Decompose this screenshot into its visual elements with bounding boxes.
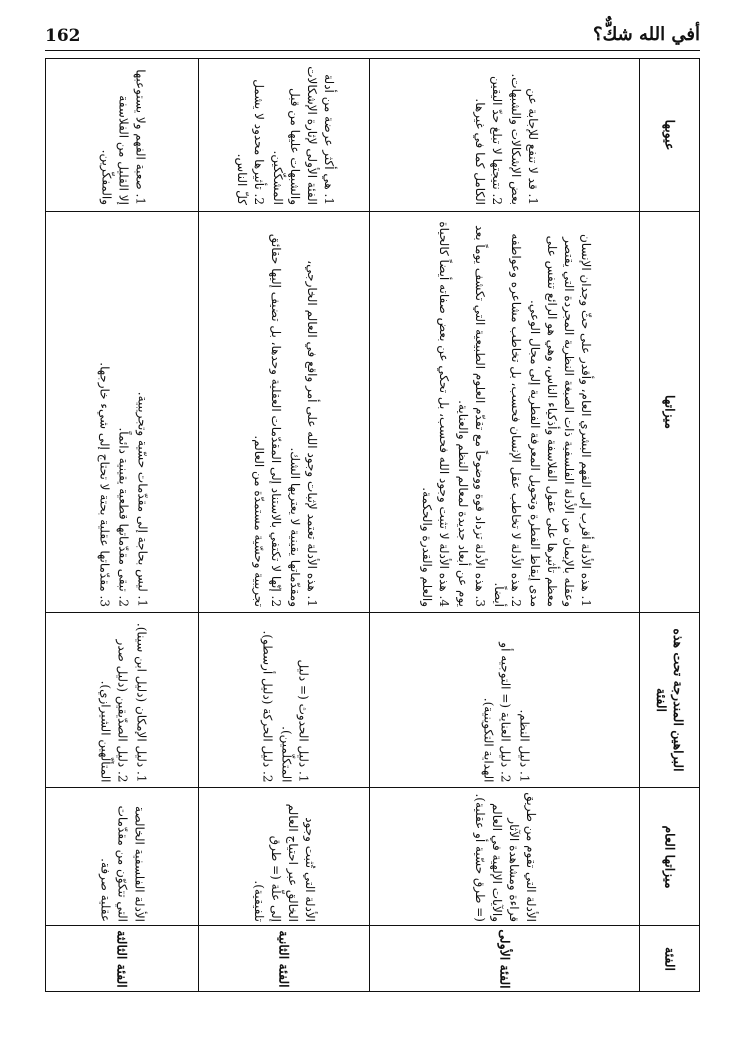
comparison-table xyxy=(45,58,700,992)
row1-advantages xyxy=(370,212,639,612)
row2-category: الفئة الثانية xyxy=(276,929,292,988)
advantage-item: 3. هذه الأدلة تزداد قوة ووضوحاً مع تقدّم العلوم الطبيعية التي تكشف يوماً بعد يوم عن أبعاد جديدة لمعالم النظم والعناية. xyxy=(455,225,487,607)
flaw-item: 1. هي أكثر عرضة من أدلة الفئة الأولى لإثارة الإشكالات والشبهات عليها من قبل المشكّكين. xyxy=(271,66,336,205)
header-rule xyxy=(45,50,700,51)
flaw-item: 2. نتيجتها لا تبلغ حدّ اليقين الكامل كما في غيرها. xyxy=(472,76,504,205)
advantage-item: 2. تبقى مقدّماتها قطعية يقينية دائماً. xyxy=(116,427,131,607)
proof-item: 2. دليل العناية (= التوجيه أو الهداية التكوينية). xyxy=(481,642,512,783)
header-proofs: البراهين المندرجة تحت هذه الفئة xyxy=(653,628,686,772)
row3-advantages xyxy=(46,212,198,612)
row1-proofs xyxy=(370,613,639,787)
proof-item: 2. دليل الصدّيقين (دليل صدر المتألّهين الشيرازي). xyxy=(98,639,130,783)
advantage-item: 1. هذه الأدلة أقرب إلى الفهم البشري العام، وأقدر على حثّ وجدان الإنسان وعقله بالإيمان من الأدلة الفلسفية ذات الصبغة النظرية المجردة التي يقتصر معظم تأثيرها على عقول الفلاسفة وأذكياء الناس، وهي هو الرائع تنفس على مدى إيقاظ الفطرة وتحويل المعرفة الفطرية إلى مجال الوعي. xyxy=(527,233,593,607)
running-title: أفي الله شكٌّ؟ xyxy=(592,24,700,45)
header-category: الفئة xyxy=(662,946,677,971)
proof-item: 1. دليل النظم. xyxy=(517,709,531,783)
advantage-item: 1. هذه الأدلة تعتمد لإثبات وجود الله على أمر واقع في العالم الخارجي، ومقدّماتها يقينية لا يعتريها الشك. xyxy=(288,260,319,607)
proof-item: 1. دليل الإمكان (دليل ابن سينا). xyxy=(134,622,149,783)
proof-item: 2. دليل الحركة (دليل أرسطو). xyxy=(260,630,275,783)
header-advantages: ميزاتها xyxy=(662,395,677,429)
page-number: 162 xyxy=(45,26,81,46)
header-flaws: عيوبها xyxy=(662,119,677,151)
flaw-item: 1. قد لا تنفع للإجابة عن بعض الإشكالات والشبهات. xyxy=(508,73,540,205)
row1-flaws xyxy=(370,59,639,211)
page-header xyxy=(45,18,700,48)
advantage-item: 4. هذه الأدلة لا تثبت وجود الله فحسب، بل تحكي عن بعض صفاته أيضاً كالحياة والعلم والقدرة والحكمة. xyxy=(419,221,451,607)
advantage-item: 3. مقدّماتها عقلية بحتة لا تحتاج إلى شيء خارجها. xyxy=(97,362,112,607)
flaw-item: 2. تأثيرها محدود لا يشمل كلّ الناس. xyxy=(235,79,266,205)
row2-flaws xyxy=(199,59,369,211)
row1-category: الفئة الأولى xyxy=(497,928,512,989)
row1-general-feature: الأدلة التي تقوم من طريق قراءة ومشاهدة الآثار والآيات الإلهية في العالم (= طرق حسّية أو عقلية). xyxy=(472,791,538,922)
row3-general-feature: الأدلة الفلسفية الخالصة التي تتكوّن من مقدّمات عقلية صرفة. xyxy=(98,805,147,922)
advantage-item: 2. إنّها لا تكتفي بالاستناد إلى المقدّمات العقلية وحدها، بل تضيف إليها حقائق تجريبية وحسّية مستمدّة من العالم. xyxy=(252,233,283,607)
row3-category: الفئة الثالثة xyxy=(114,929,130,988)
row2-general-feature: الأدلة التي تُثبت وجود الخالق عبر احتياج العالم إلى علّة (= طرق تلفيقية). xyxy=(252,803,317,922)
header-general-feature: ميزاتها العام xyxy=(662,824,677,889)
row2-advantages xyxy=(199,212,369,612)
row3-flaws xyxy=(46,59,198,211)
advantage-item: 2. هذه الأدلة لا تخاطب عقل الإنسان فحسب، بل تخاطب مشاعره وعواطفه أيضاً. xyxy=(491,233,523,607)
advantage-item: 1. ليس بحاجة إلى مقدّمات حسّية وتجريبية. xyxy=(135,391,150,607)
flaw-item: 1. صعبة الفهم ولا يستوعبها إلا القليل من الفلاسفة والمفكّرين. xyxy=(99,69,148,205)
row2-proofs xyxy=(199,613,369,787)
row3-proofs xyxy=(46,613,198,787)
proof-item: 1. دليل الحدوث (= دليل المتكلّمين). xyxy=(279,659,311,783)
